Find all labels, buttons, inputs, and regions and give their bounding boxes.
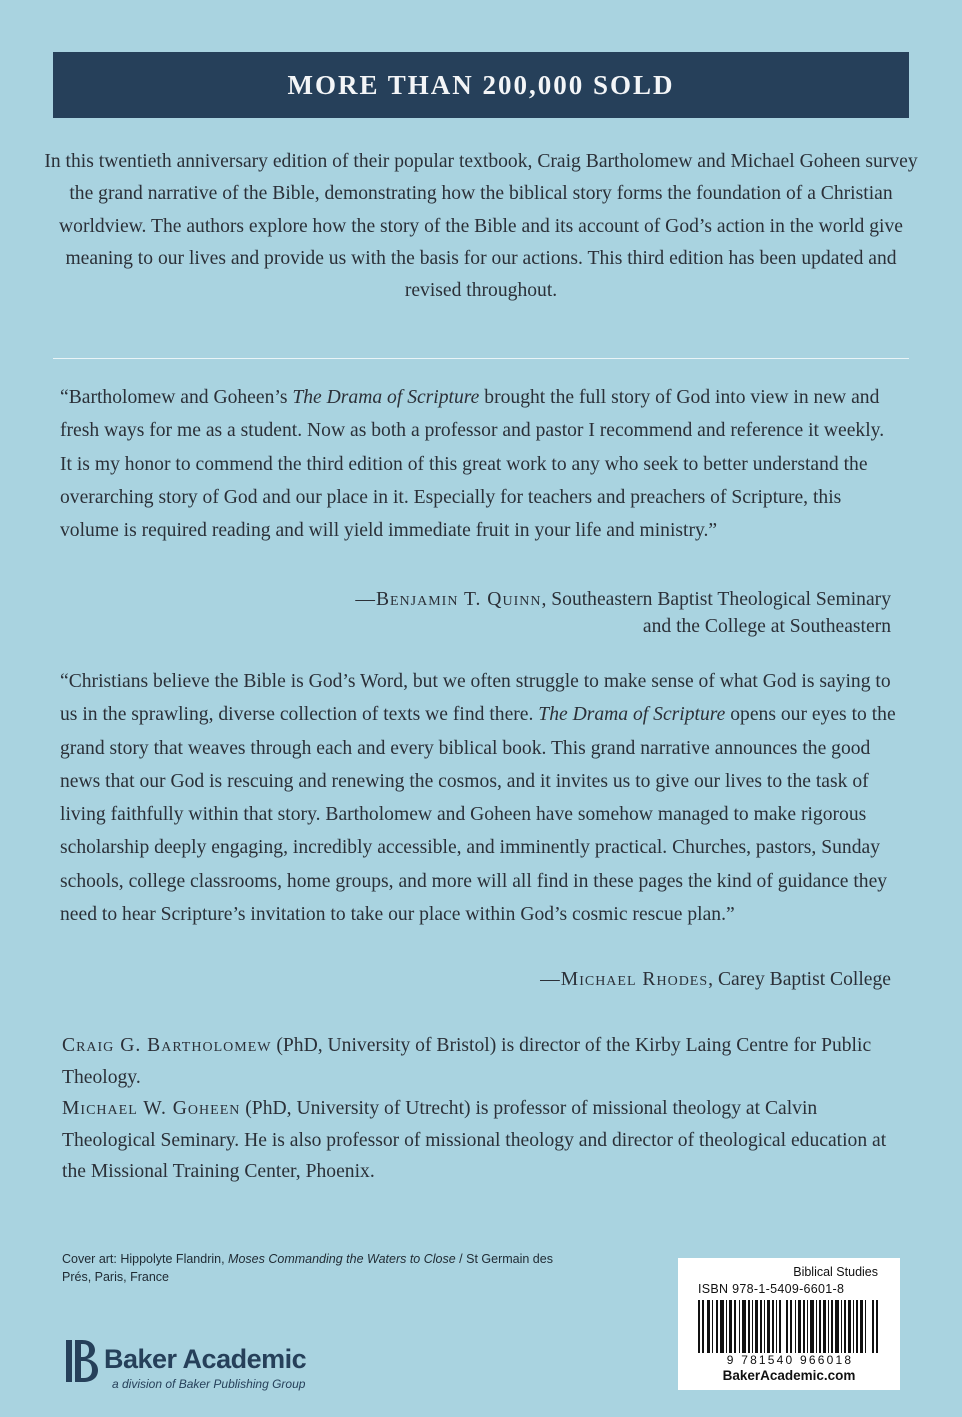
publisher-url: BakerAcademic.com xyxy=(722,1368,856,1383)
author-bio: Michael W. Goheen (PhD, University of Utrecht) is professor of missional theology at Calvin Theological Seminary. He is also professor of missional theology and director of theological education at the Missional Training Center, Phoenix. xyxy=(62,1098,887,1182)
publisher-tagline: a division of Baker Publishing Group xyxy=(112,1377,306,1391)
sales-banner xyxy=(53,52,909,118)
endorser-name: —Michael Rhodes xyxy=(540,969,709,990)
book-description: In this twentieth anniversary edition of their popular textbook, Craig Bartholomew and Michael Goheen survey the grand narrative of the Bible, demonstrating how the biblical story forms the foundation of a Christian worldview. The authors explore how the story of the Bible and its account of God’s action in the world give meaning to our lives and provide us with the basis for our actions. This third edition has been updated and revised throughout. xyxy=(44,151,918,302)
subject-category: Biblical Studies xyxy=(793,1265,878,1279)
endorser-name: —Benjamin T. Quinn xyxy=(355,589,542,610)
divider xyxy=(53,358,909,359)
cover-art-credit: Cover art: Hippolyte Flandrin, Moses Commanding the Waters to Close / St Germain des Prés, Paris, France xyxy=(62,1252,553,1284)
publisher-name: Baker Academic xyxy=(104,1344,307,1374)
barcode-digits: 9 781540 966018 xyxy=(692,1353,888,1367)
book-title: The Drama of Scripture xyxy=(292,387,480,408)
sales-banner-text: MORE THAN 200,000 SOLD xyxy=(287,69,675,100)
endorsement-attribution-1: —Benjamin T. Quinn, Southeastern Baptist Theological Seminary and the College at Southeastern xyxy=(355,589,891,637)
endorsement-quote-2: “Christians believe the Bible is God’s Word, but we often struggle to make sense of what God is saying to us in the sprawling, diverse collection of texts we find there. The Drama of Scripture opens our eyes to the grand story that weaves through each and every biblical book. This grand narrative announces the good news that our God is rescuing and renewing the cosmos, and it invites us to give our lives to the task of living faithfully within that story. Bartholomew and Goheen have somehow managed to make rigorous scholarship deeply engaging, incredibly accessible, and imminently practical. Churches, pastors, Sunday schools, college classrooms, home groups, and more will all find in these pages the kind of guidance they need to hear Scripture’s invitation to take our place within God’s cosmic rescue plan.” xyxy=(60,671,896,926)
author-bio: Craig G. Bartholomew (PhD, University of Bristol) is director of the Kirby Laing Centre for Public Theology. xyxy=(62,1035,872,1088)
endorsement-attribution-2: —Michael Rhodes, Carey Baptist College xyxy=(540,969,891,990)
book-title: The Drama of Scripture xyxy=(538,704,726,726)
publisher-logo xyxy=(62,1338,362,1398)
barcode-panel xyxy=(678,1258,900,1390)
baker-b-icon xyxy=(62,1338,100,1384)
endorsement-quote-1: “Bartholomew and Goheen’s The Drama of Scripture brought the full story of God into view in new and fresh ways for me as a student. Now as both a professor and pastor I recommend and reference it weekly. It is my honor to commend the third edition of this great work to any who seek to better understand the overarching story of God and our place in it. Especially for teachers and preachers of Scripture, this volume is required reading and will yield immediate fruit in your life and ministry.” xyxy=(60,387,885,542)
author-name: Michael W. Goheen xyxy=(62,1098,241,1119)
author-name: Craig G. Bartholomew xyxy=(62,1035,272,1056)
isbn: ISBN 978-1-5409-6601-8 xyxy=(698,1282,845,1296)
author-bios xyxy=(62,1030,912,1188)
